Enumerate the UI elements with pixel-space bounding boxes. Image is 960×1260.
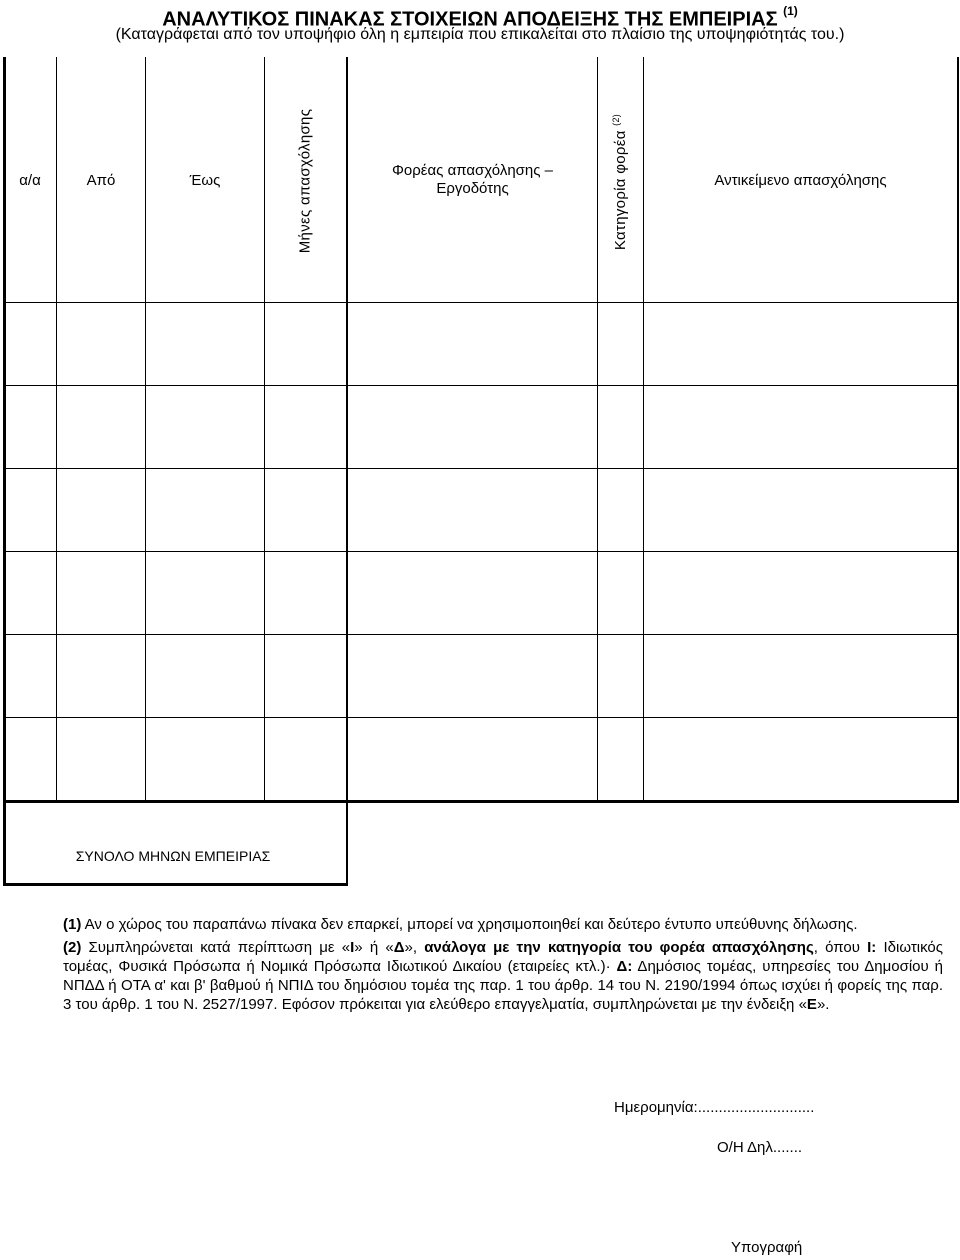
footnote-2-text: , όπου <box>813 939 868 956</box>
col-header-from: Από <box>86 172 116 189</box>
title-footnote-mark: (1) <box>783 4 798 18</box>
col-header-employer-line2: Εργοδότης <box>436 180 509 197</box>
col-header-months: Μήνες απασχόλησης <box>296 108 314 254</box>
footnote-2-text: » ή « <box>354 939 394 956</box>
footnote-2-text: ». <box>816 996 830 1013</box>
footnote-2 <box>63 938 943 1014</box>
row-rule <box>3 717 959 718</box>
header-bottom-rule <box>3 302 959 303</box>
row-rule <box>3 551 959 552</box>
declarant-field: Ο/Η Δηλ....... <box>717 1139 803 1156</box>
footnote-2-text: Ιδιωτικός τομέας, Φυσικά Πρόσωπα ή Νομικά Πρόσωπα Ιδιωτικού Δικαίου (εταιρείες κτλ.)· <box>63 939 943 975</box>
col-header-object: Αντικείμενο απασχόλησης <box>714 172 887 189</box>
footnote-2-code-e: Ε <box>806 996 817 1013</box>
table-col-divider <box>264 57 265 801</box>
col-header-employer-line1: Φορέας απασχόλησης – <box>391 162 554 179</box>
footnote-1-text: Αν ο χώρος του παραπάνω πίνακα δεν επαρκεί, μπορεί να χρησιμοποιηθεί και δεύτερο έντυπο υπεύθυνης δήλωσης. <box>81 916 858 933</box>
row-rule <box>3 385 959 386</box>
table-bottom-rule <box>3 800 959 803</box>
footnote-2-code-i-def: Ι: <box>867 939 877 956</box>
table-col-divider <box>145 57 146 801</box>
col-header-category-note: (2) <box>611 113 621 126</box>
footnote-2-emphasis: ανάλογα με την κατηγορία του φορέα απασχόλησης <box>424 939 814 956</box>
footnote-2-code-d: Δ <box>393 939 405 956</box>
footnote-2-mark: (2) <box>63 939 82 956</box>
col-header-category-text: Κατηγορία φορέα <box>612 130 629 251</box>
footnote-2-code-i: Ι <box>350 939 355 956</box>
footnote-2-text: Συμπληρώνεται κατά περίπτωση με « <box>81 939 351 956</box>
footnote-2-text: », <box>404 939 425 956</box>
title-text: ΑΝΑΛΥΤΙΚΟΣ ΠΙΝΑΚΑΣ ΣΤΟΙΧΕΙΩΝ ΑΠΟΔΕΙΞΗΣ ΤΗΣ ΕΜΠΕΙΡΙΑΣ <box>162 8 778 31</box>
footnote-1 <box>63 915 943 934</box>
date-field: Ημερομηνία:............................ <box>614 1099 815 1116</box>
table-col-divider <box>56 57 57 801</box>
page-subtitle: (Καταγράφεται από τον υποψήφιο όλη η εμπειρία που επικαλείται στο πλαίσιο της υποψηφιότητάς του.) <box>115 26 845 43</box>
footnotes <box>63 915 943 1018</box>
signature-label: Υπογραφή <box>731 1239 803 1256</box>
col-header-category <box>611 114 629 250</box>
row-rule <box>3 468 959 469</box>
col-header-to: Έως <box>189 172 221 189</box>
footnote-2-code-d-def: Δ: <box>616 958 633 975</box>
footnote-1-mark: (1) <box>63 916 82 933</box>
total-months-label: ΣΥΝΟΛΟ ΜΗΝΩΝ ΕΜΠΕΙΡΙΑΣ <box>75 848 271 864</box>
table-col-divider <box>643 57 644 801</box>
footnote-2-text: Δημόσιος τομέας, υπηρεσίες του Δημοσίου ή ΝΠΔΔ ή ΟΤΑ α' και β' βαθμού ή ΝΠΙΔ του δημόσιου τομέα της παρ. 1 του άρθρ. 14 του Ν. 2190/1994 όπως ισχύει ή φορείς της παρ. 3 του άρθρ. 1 του Ν. 2527/1997. Εφόσον πρόκειται για ελεύθερο επαγγελματία, συμπληρώνεται με την ένδειξη « <box>63 958 944 1013</box>
total-box-bottom <box>3 883 348 886</box>
row-rule <box>3 634 959 635</box>
col-header-aa: α/α <box>19 172 41 189</box>
table-col-divider <box>597 57 598 801</box>
table-border-right <box>957 57 959 801</box>
col-header-employer <box>348 162 597 198</box>
